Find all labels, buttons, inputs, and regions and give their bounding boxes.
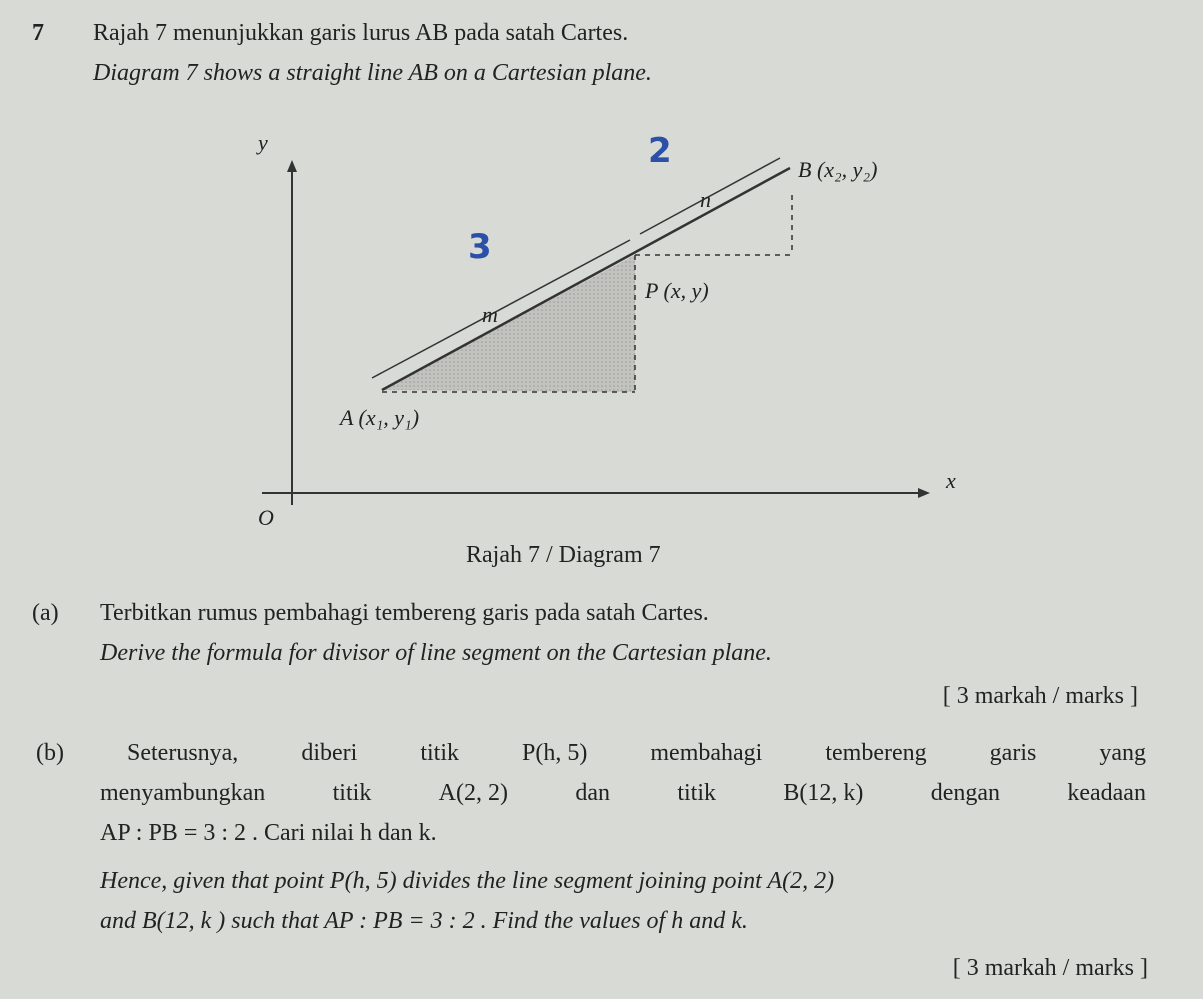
part-b-malay-line2 xyxy=(100,780,1146,807)
ratio-m-label: m xyxy=(482,302,498,327)
origin-label: O xyxy=(258,505,274,530)
diagram-caption: Rajah 7 / Diagram 7 xyxy=(466,542,661,568)
shaded-triangle xyxy=(382,255,635,392)
part-b-marks: [ 3 markah / marks ] xyxy=(952,955,1148,981)
part-a-label: (a) xyxy=(32,600,59,626)
part-b-malay-line1 xyxy=(36,740,1146,767)
part-a-marks: [ 3 markah / marks ] xyxy=(942,683,1138,709)
word: yang xyxy=(1099,740,1146,766)
handwritten-2: 2 xyxy=(648,131,672,171)
word: P(h, 5) xyxy=(522,740,588,766)
x-axis-arrow xyxy=(918,488,930,498)
part-a-english: Derive the formula for divisor of line segment on the Cartesian plane. xyxy=(100,640,772,666)
word: dengan xyxy=(930,780,1000,806)
handwritten-3: 3 xyxy=(468,227,492,267)
y-axis-arrow xyxy=(287,160,297,172)
word: garis xyxy=(989,740,1037,766)
word: A(2, 2) xyxy=(438,780,508,806)
part-b-english-line1: Hence, given that point P(h, 5) divides the line segment joining point A(2, 2) xyxy=(100,868,835,894)
part-a-malay: Terbitkan rumus pembahagi tembereng garis pada satah Cartes. xyxy=(100,600,709,626)
y-axis-label: y xyxy=(258,130,268,155)
word: titik xyxy=(677,780,716,806)
word: titik xyxy=(332,780,372,806)
part-b-label: (b) xyxy=(36,740,64,766)
word: keadaan xyxy=(1067,780,1146,806)
word: Seterusnya, xyxy=(127,740,239,766)
part-b-malay-line3: AP : PB = 3 : 2 . Cari nilai h dan k. xyxy=(100,820,437,846)
word: menyambungkan xyxy=(100,780,266,806)
word: membahagi xyxy=(650,740,763,766)
word: diberi xyxy=(301,740,358,766)
word: tembereng xyxy=(825,740,927,766)
x-axis-label: x xyxy=(946,468,956,493)
point-b-label: B (x₂, y₂) xyxy=(798,157,878,182)
intro-malay: Rajah 7 menunjukkan garis lurus AB pada satah Cartes. xyxy=(93,20,629,46)
word: titik xyxy=(420,740,459,766)
part-b-english-line2: and B(12, k ) such that AP : PB = 3 : 2 . Find the values of h and k. xyxy=(100,908,748,934)
question-number: 7 xyxy=(32,20,44,46)
word: dan xyxy=(575,780,610,806)
word: B(12, k) xyxy=(783,780,864,806)
ratio-n-label: n xyxy=(700,187,711,212)
point-p-label: P (x, y) xyxy=(645,278,709,303)
intro-english: Diagram 7 shows a straight line AB on a Cartesian plane. xyxy=(93,60,652,86)
point-a-label: A (x₁, y₁) xyxy=(340,405,420,430)
